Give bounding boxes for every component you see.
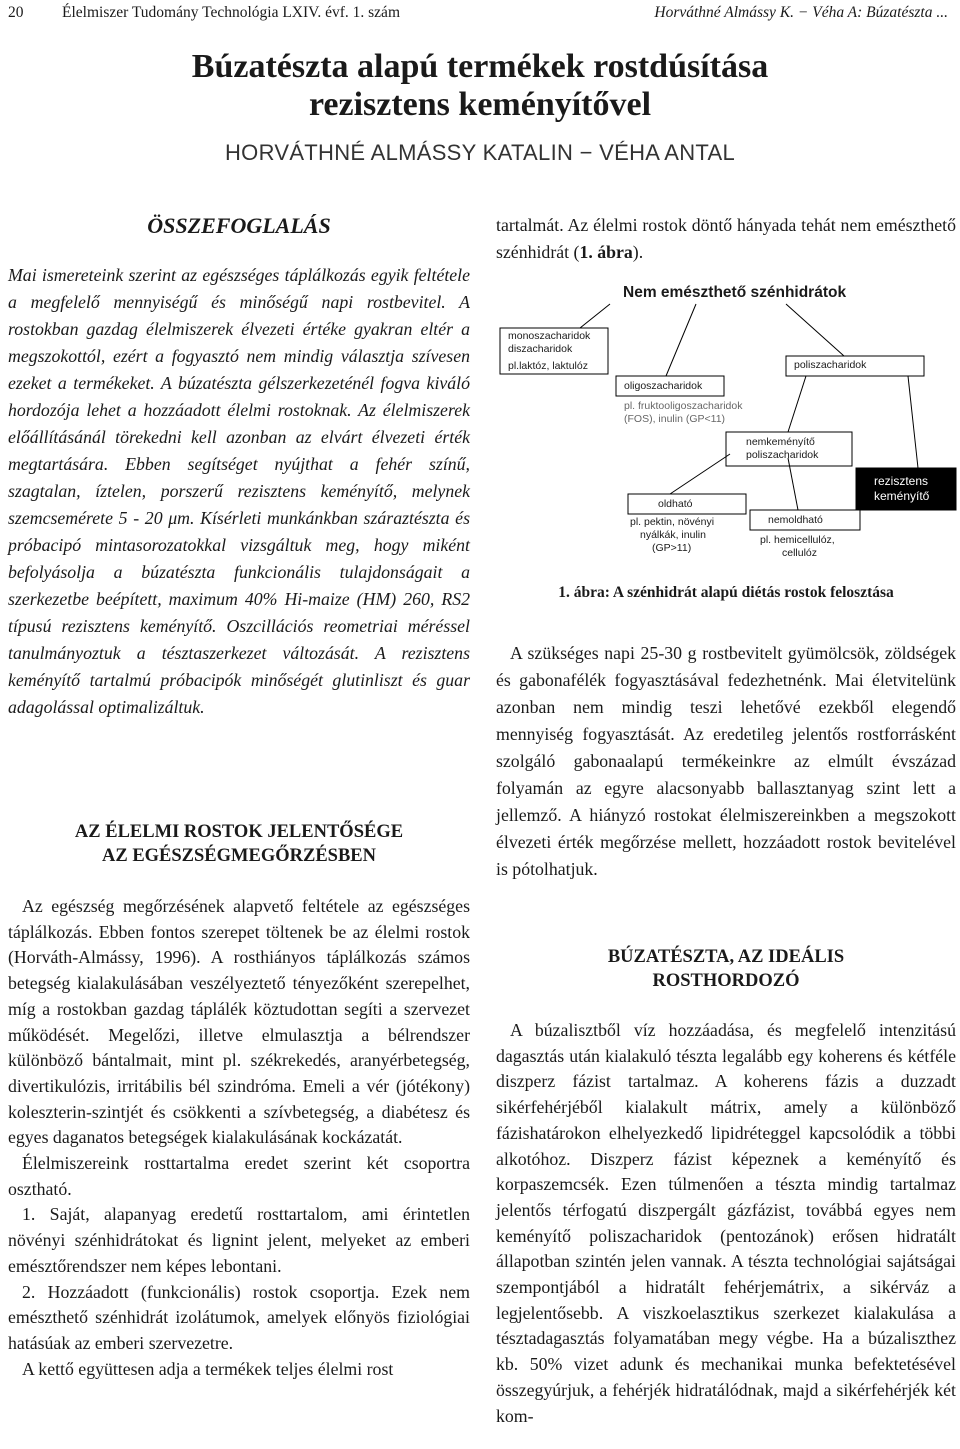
authors: HORVÁTHNÉ ALMÁSSY KATALIN − VÉHA ANTAL: [224, 140, 736, 165]
paragraph: A búzalisztből víz hozzáadása, és megfelelő intenzitású dagasztás után kialakuló tészta legalább egy koherens és kétféle diszperz fázist tartalmaz. A koherens fázis a duzzadt sikérfehérjéből kialakult mátrix, amely a különböző fázishatárokon elhelyezkedő lipidréteggel kapcsolódik a többi alkotóhoz. Diszperz fázist képeznek a keményítő és korpaszemcsék. Ezen túlmenően a tészta mindig tartalmaz jelentős térfogatú diszpergált gázfázist, továbbá egyes nem keményítő poliszacharidok (pentozánok) erősen hidratált állapotban szintén jelen vannak. A tészta technológiai sajátságai szempontjából a hidratált fehérjemátrix, a sikérváz a legjelentősebb. A viszkoelasztikus szerkezet kialakulása a tésztadagasztás folyamatában megy végbe. Ha a búzaliszthez kb. 50% vizet adunk és mechanikai munka befektetésével összegyúrjuk, a fehérjék hidratálódnak, majd a sikérfehérjék két kom-: [496, 1020, 956, 1426]
soluble-example-3: (GP>11): [652, 542, 692, 554]
section-2-heading: [496, 945, 956, 993]
title-line-2: rezisztens keményítővel: [308, 86, 652, 123]
journal-name: Élelmiszer Tudomány Technológia LXIV. évf. 1. szám: [62, 4, 400, 21]
right-column-middle: [496, 640, 956, 883]
section-1-heading: [8, 820, 470, 868]
mono-label-2: diszacharidok: [508, 343, 573, 355]
connector-line: [788, 376, 806, 432]
paragraph: Élelmiszereink rosttartalma eredet szerint két csoportra osztható.: [8, 1153, 470, 1199]
mono-label-1: monoszacharidok: [508, 330, 591, 342]
nonstarch-label-1: nemkeményítő: [746, 436, 815, 448]
paragraph: [496, 212, 956, 266]
section-2-body: [496, 1018, 956, 1429]
intro-text-end: ).: [632, 242, 644, 262]
paragraph: A szükséges napi 25-30 g rostbevitelt gyümölcsök, zöldségek és gabonafélék fogyasztásával fedezhetnénk. Mai életvitelünk azonban nem mindig teszi lehetővé ezekből elegendő mennyiség fogyasztását. Az eredetileg jelentős rostforrásként szolgáló gabonaalapú termékeinkre az elmúlt évszázad folyamán az egyre alacsonyabb ballasztanyag szint lett a jellemző. A hiányzó rostokat élelmiszereinkben a megszokott élvezeti érték megőrzése mellett, hozzáadott rostok bevitelével is pótolhatjuk.: [496, 643, 956, 879]
oligo-example-2: (FOS), inulin (GP<11): [624, 413, 726, 425]
intro-text: tartalmát. Az élelmi rostok döntő hányada tehát nem emészthető szénhidrát (: [496, 215, 956, 262]
soluble-example-1: pl. pektin, növényi: [630, 516, 715, 528]
section-1-heading-line-2: AZ EGÉSZSÉGMEGŐRZÉSBEN: [102, 846, 376, 866]
diagram-title: Nem emészthető szénhidrátok: [623, 284, 847, 301]
connector-line: [666, 304, 696, 376]
abstract-heading: ÖSSZEFOGLALÁS: [147, 213, 331, 238]
section-1-body: [8, 894, 470, 1382]
insoluble-example-2: cellulóz: [782, 547, 818, 559]
soluble-label: oldható: [658, 498, 693, 510]
fiber-classification-diagram: [498, 278, 960, 574]
insoluble-example-1: pl. hemicellulóz,: [760, 534, 835, 546]
connector-line: [786, 304, 844, 356]
connector-line: [670, 454, 730, 494]
figure-caption: 1. ábra: A szénhidrát alapú diétás rostok felosztása: [558, 584, 894, 601]
paragraph: 1. Saját, alapanyag eredetű rosttartalom, ami érintetlen növényi szénhidrátokat és lignint jelent, melyeket az emberi emésztőrendszer nem képes lebontani.: [8, 1204, 470, 1276]
oligo-example-1: pl. fruktooligoszacharidok: [624, 400, 743, 412]
resistant-label-1: rezisztens: [874, 474, 929, 488]
diagram-connectors: [498, 278, 960, 574]
paragraph: 2. Hozzáadott (funkcionális) rostok csoportja. Ezek nem emészthető szénhidrát izolátumok, amelyek előnyös fiziológiai hatásúak az emberi szervezetre.: [8, 1281, 470, 1353]
abstract-text: Mai ismereteink szerint az egészséges táplálkozás egyik feltétele a megfelelő mennyiségű és minőségű napi rostbevitel. A rostokban gazdag élelmiszerek élvezeti értéke gyakran eltér a megszokottól, ezért a fogyasztó nem mindig választja szívesen ezeket a termékeket. A búzatészta gélszerkezeténél fogva kiváló hordozója lehet a hozzáadott élelmi rostoknak. Az élelmiszerek előállításánál törekedni kell azonban az elvárt élvezeti érték megtartására. Ebben segítséget nyújthat a fehér színű, szagtalan, íztelen, porszerű rezisztens keményítő, melynek szemcsemérete 5 - 20 μm. Kísérleti munkánkban száraztészta és próbacipó mintasorozatokkal vizsgáltuk meg, hogy miként befolyásolja a búzatészta funkcionális tulajdonságait a szerkezetbe beépített, maximum 40% Hi-maize (HM) 260, RS2 típusú rezisztens keményítő. Oszcillációs reometriai méréssel tanulmányoztuk a tésztaszerkezet változását. A rezisztens keményítő tartalmú próbacipók minőségét glutinliszt és guar adagolással optimalizáltuk.: [8, 265, 470, 717]
oligo-label: oligoszacharidok: [624, 380, 703, 392]
section-2-heading-line-2: ROSTHORDOZÓ: [652, 971, 800, 991]
article-title: [0, 48, 960, 124]
insoluble-label: nemoldható: [768, 514, 823, 526]
running-header: [0, 0, 960, 26]
nonstarch-label-2: poliszacharidok: [746, 449, 819, 461]
running-head: Horváthné Almássy K. − Véha A: Búzatészta ...: [654, 4, 948, 21]
resistant-label-2: keményítő: [874, 489, 930, 503]
soluble-example-2: nyálkák, inulin: [640, 529, 706, 541]
paragraph: A kettő együttesen adja a termékek teljes élelmi rost: [22, 1358, 394, 1379]
figure-reference: 1. ábra: [579, 242, 633, 262]
connector-line: [908, 376, 918, 468]
page-number: 20: [8, 4, 24, 21]
mono-example: pl.laktóz, laktulóz: [508, 360, 588, 372]
title-line-1: Búzatészta alapú termékek rostdúsítása: [191, 48, 769, 85]
section-1-heading-line-1: AZ ÉLELMI ROSTOK JELENTŐSÉGE: [74, 822, 404, 842]
section-2-heading-line-1: BÚZATÉSZTA, AZ IDEÁLIS: [607, 947, 845, 967]
paragraph: Az egészség megőrzésének alapvető feltétele az egészséges táplálkozás. Ebben fontos szerepet töltenek be az élelmi rostok (Horváth-Almássy, 1996). A rosthiányos táplálkozás számos betegség kialakulásában veszélyeztető tényezőként szerepelhet, míg a rostokban gazdag táplálék köztudottan segíti a szervezet működését. Megelőzi, illetve elmulasztja a bélrendszer különböző bántalmait, mint pl. székrekedés, aranyérbetegség, divertikulózis, irritábilis bél szindróma. Emeli a vér (jótékony) koleszterin-szintjét és csökkenti a szívbetegség, a diabétesz és egyes daganatos betegségek kialakulásának kockázatát.: [8, 896, 470, 1148]
connector-line: [580, 304, 610, 328]
right-column-intro: [496, 212, 956, 266]
poly-label: poliszacharidok: [794, 359, 867, 371]
